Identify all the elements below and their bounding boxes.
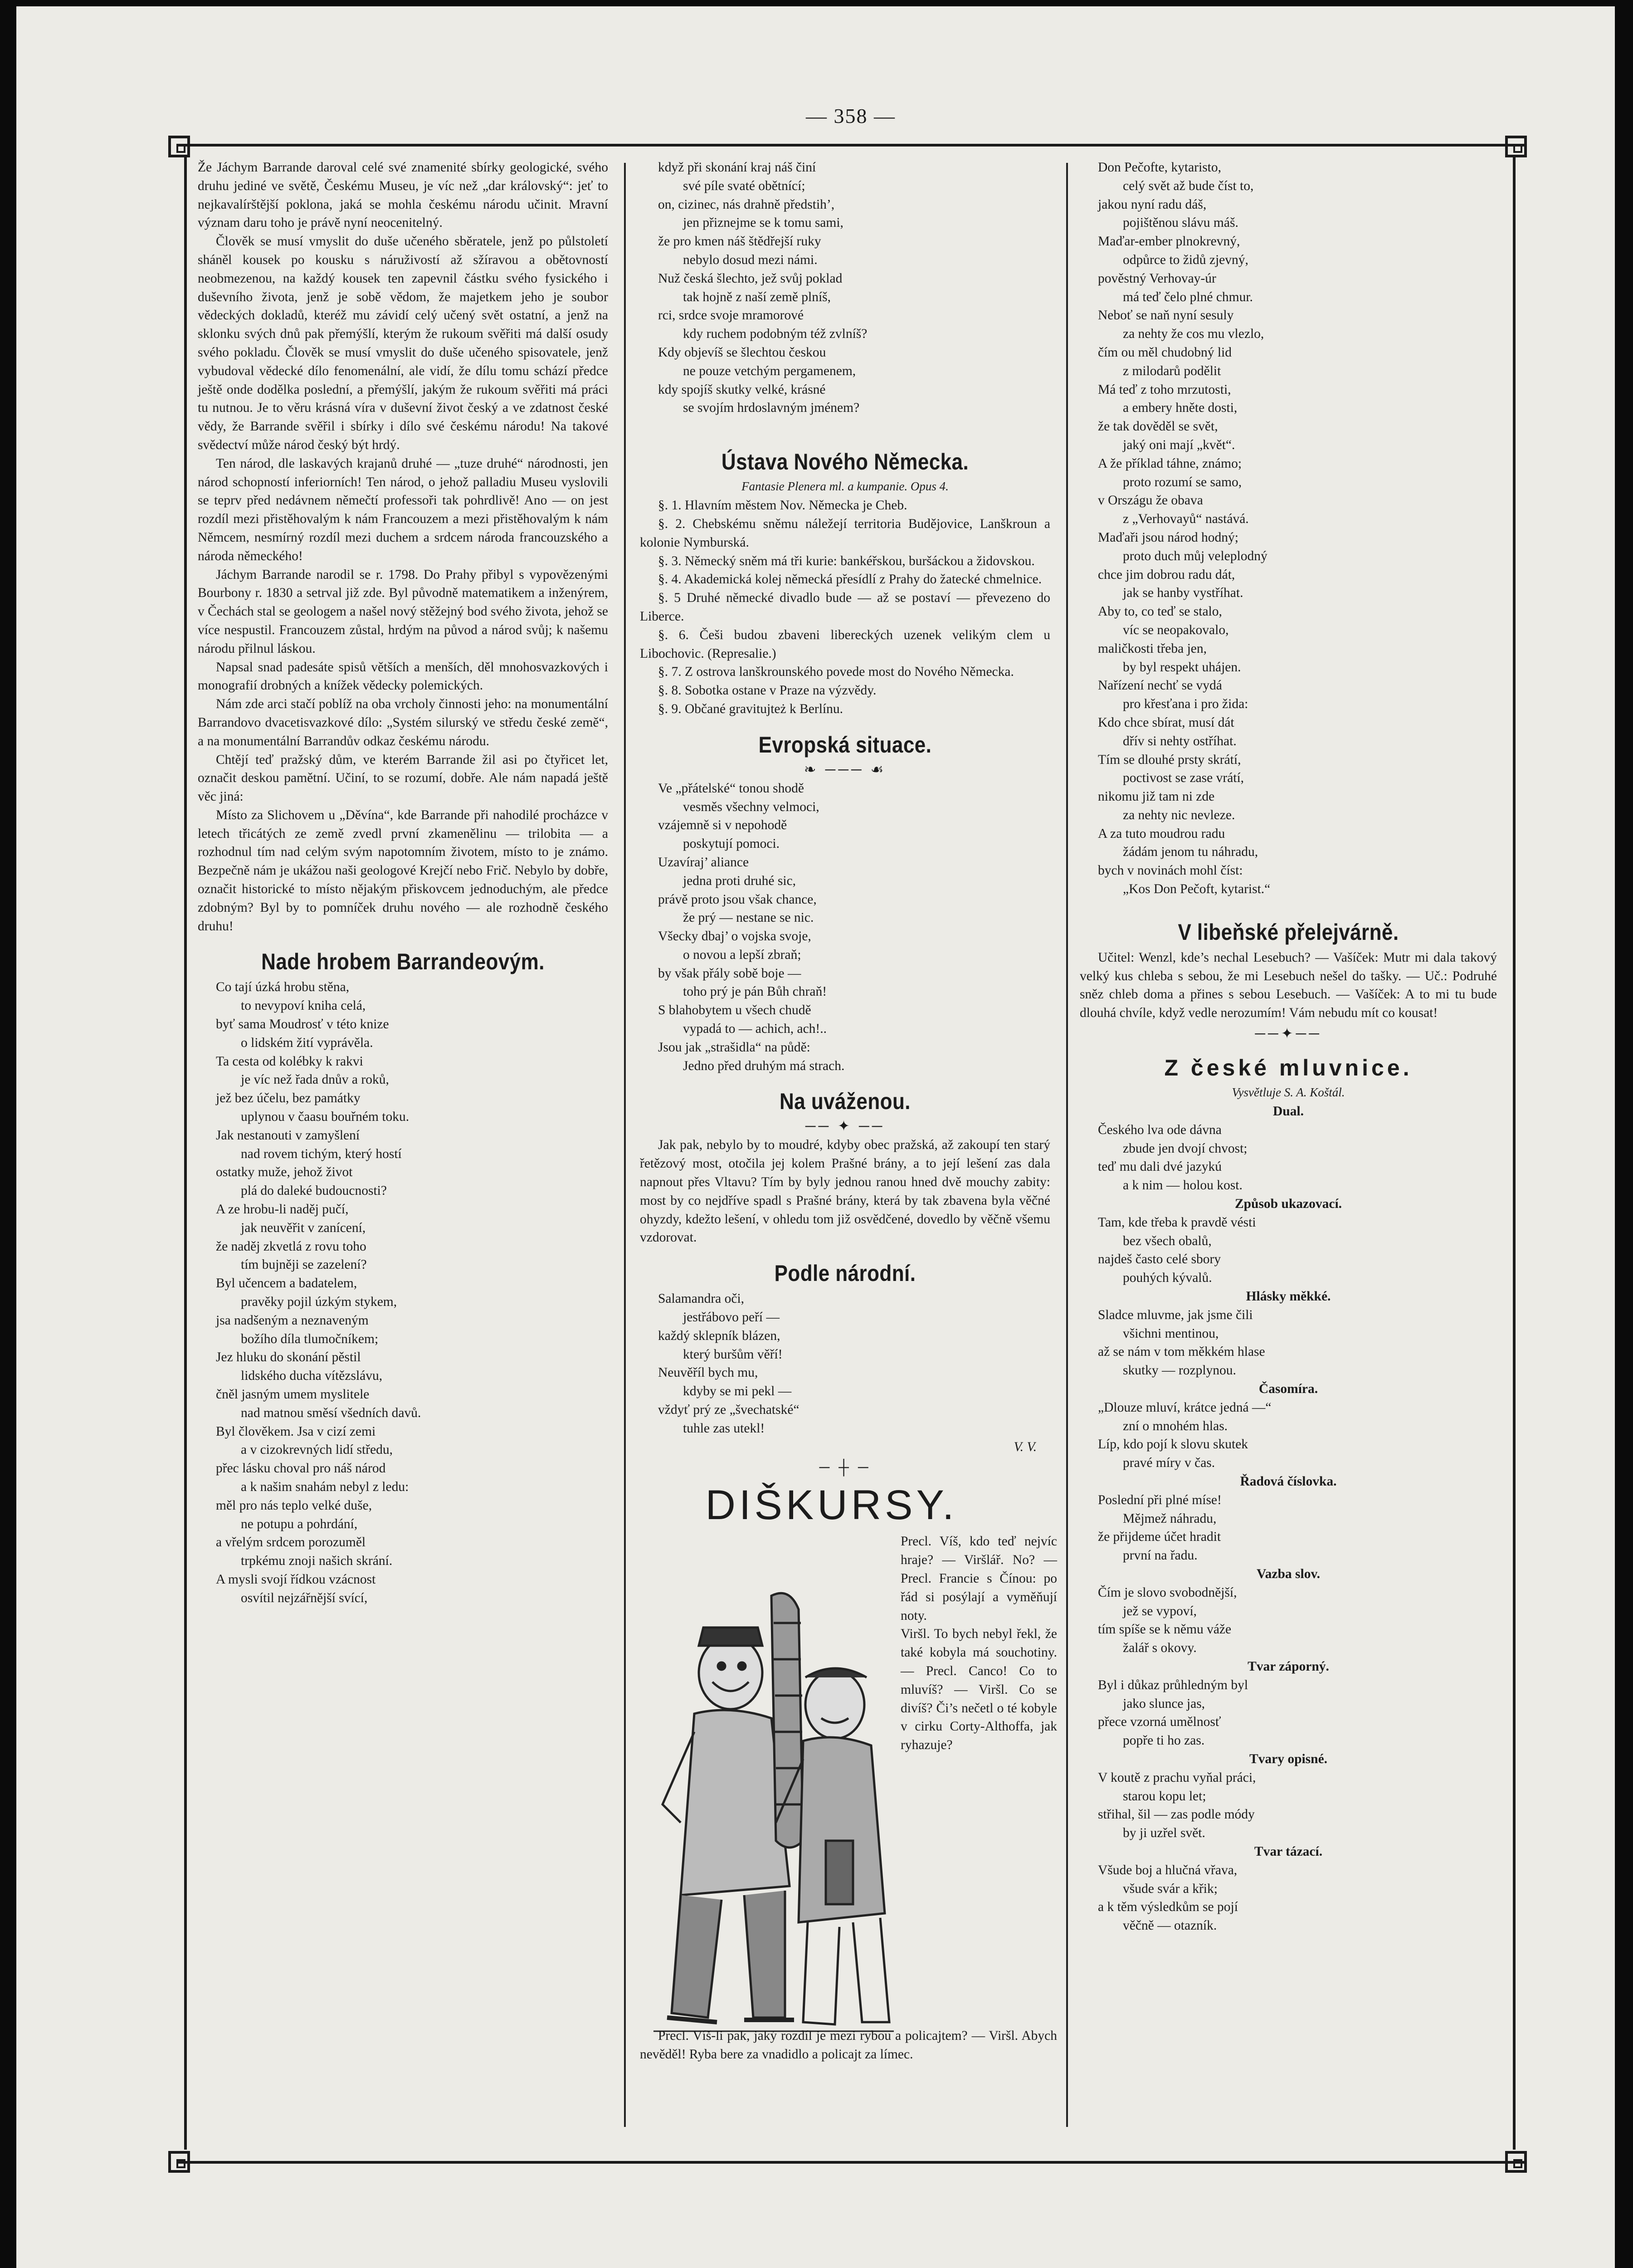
verse-line: jako slunce jas, [1123,1696,1205,1711]
verse-line: proto rozumí se samo, [1123,474,1242,489]
verse-line: dřív si nehty ostříhat. [1123,733,1237,748]
verse-line: jakou nyní radu dáš, [1098,197,1207,212]
verse-line: Nuž česká šlechto, jež svůj poklad [658,271,843,286]
article-title-mluvnice: Z české mluvnice. [1164,1055,1413,1081]
verse-line: tím spíše se k němu váže [1098,1622,1232,1637]
verse-line: vypadá to — achich, ach!.. [683,1022,827,1036]
poem-nade-hrobem [198,978,608,1607]
verse-line: A za tuto moudrou radu [1098,826,1225,841]
verse-line: vzájemně si v nepohodě [658,818,787,833]
article-subtitle-ustava: Fantasie Plenera ml. a kumpanie. Opus 4. [741,479,949,494]
article-title-libenske: V libeňské přelejvárně. [1178,919,1399,945]
barrande-paragraph: Jáchym Barrande narodil se r. 1798. Do Prahy přibyl s vypovězenými Bourbony r. 1830 a setrval již zde. Byl původně matematikem a inženýrem, v Čechách stal se geologem a našel nový stěžejný bod svého života, jehož se více nespustil. Francouzem zůstal, hrdým na původ a národ svůj; k našemu národu přilnul láskou. [198,567,608,656]
verse-line: a v cizokrevných lidí středu, [241,1442,393,1457]
column-divider [624,163,626,2127]
barrande-paragraph: Napsal snad padesáte spisů větších a menších, děl mnohosvazkových i monografií drobných a knížek vědecky polemických. [198,660,608,693]
verse-line: Jez hluku do skonání pěstil [216,1350,361,1365]
cartoon-illustration-icon [653,1569,894,2040]
verse-line: Ta cesta od kolébky k rakvi [216,1054,363,1069]
verse-line: žalář s okovy. [1123,1641,1197,1656]
poem-signature-row [640,1438,1050,1457]
barrande-paragraph: Ten národ, dle laskavých krajanů druhé — „tuze druhé“ národnosti, jen národ schopností inferiorních! Ten národ, o jehož palladiu Museu vyslovili se teprv před nedávnem němečtí professoři tak pohrdlivě! Ano — on jest rozdíl mezi přistěhovalým k nám Francouzem a mezi přistěhovalým k nám Němcem, nesmírný rozdíl mezi duchem a srdcem národa francouzského a národa německého! [198,456,608,563]
mluvnice-section-head: Způsob ukazovací. [1234,1197,1342,1212]
mluvnice-section-verse [1080,1398,1497,1472]
verse-line: Ve „přátelské“ tonou shodě [658,781,804,796]
verse-line: vždyť prý ze „švechatské“ [658,1403,799,1418]
verse-line: V koutě z prachu vyňal práci, [1098,1770,1256,1785]
verse-line: nad matnou směsí všedních davů. [241,1405,421,1420]
verse-line: bez všech obalů, [1123,1233,1212,1248]
ornament-divider-icon: ─ ┼ ─ [819,1459,871,1476]
verse-line: A ze hrobu-li naděj pučí, [216,1202,349,1217]
verse-line: proto duch můj veleplodný [1123,548,1267,563]
verse-line: skutky — rozplynou. [1123,1363,1236,1378]
verse-line: přec lásku choval pro náš národ [216,1461,386,1476]
verse-line: rci, srdce svoje mramorové [658,308,804,323]
diskursy-bottom-text: Precl. Víš-li pak, jaký rozdíl je mezi rybou a policajtem? — Viršl. Abych nevěděl! Ryba bere za vnadidlo a policajt za límec. [640,2028,1057,2062]
verse-line: jež se vypoví, [1123,1603,1197,1618]
ustava-paragraph: §. 7. Z ostrova lanškrounského povede most do Nového Německa. [658,665,1014,679]
verse-line: má teď čelo plné chmur. [1123,289,1253,304]
verse-line: by byl respekt uhájen. [1123,660,1241,675]
verse-line: za nehty že cos mu vlezlo, [1123,327,1264,342]
verse-line: Maďaři jsou národ hodný; [1098,530,1238,545]
frame-top-border [177,144,1524,147]
verse-line: vesměs všechny velmoci, [683,799,819,814]
verse-line: až se nám v tom měkkém hlase [1098,1344,1265,1359]
poem-podle-narodni [640,1290,1050,1437]
verse-line: zní o mnohém hlas. [1123,1418,1228,1433]
verse-line: tak hojně z naší země plníš, [683,289,831,304]
frame-right-border [1513,156,1516,2150]
verse-line: čím ou měl chudobný lid [1098,345,1232,360]
libenske-paragraph: Učitel: Wenzl, kde’s nechal Lesebuch? — Vašíček: Mutr mi dala takový velký kus chleba s sebou, že mi Lesebuch nešel do tašky. — Uč.: Podruhé sněz chleb doma a přines s sebou Lesebuch. — Vašíček: A to mi tu bude dlouhá chvíle, když vedle nerozumím! Vám nebudu mít co kousat! [1080,950,1497,1021]
mluvnice-section-head: Tvary opisné. [1249,1751,1328,1766]
verse-line: lidského ducha vítězslávu, [241,1369,383,1383]
mluvnice-section-verse [1080,1769,1497,1843]
verse-line: popře ti ho zas. [1123,1733,1205,1748]
verse-line: víc se neopakovalo, [1123,622,1229,637]
verse-line: přece vzorná umělnosť [1098,1715,1221,1730]
mluvnice-section-verse [1080,1306,1497,1380]
column-middle [640,158,1057,2072]
verse-line: jak neuvěřit v zanícení, [241,1220,366,1235]
verse-line: první na řadu. [1123,1548,1198,1563]
verse-line: celý svět až bude číst to, [1123,178,1254,193]
mluvnice-section-verse [1080,1676,1497,1750]
verse-line: odpůrce to židů zjevný, [1123,252,1248,267]
verse-line: jež bez účelu, bez památky [216,1091,361,1106]
verse-line: Čím je slovo svobodnější, [1098,1585,1237,1600]
verse-line: pravé míry v čas. [1123,1456,1215,1471]
verse-line: z „Verhovayů“ nastává. [1123,512,1249,527]
verse-line: se svojím hrdoslavným jménem? [683,401,860,415]
poem-continuation [640,158,1050,417]
verse-line: pojištěnou slávu máš. [1123,215,1238,230]
ustava-paragraph: §. 2. Chebskému sněmu náležejí territoria Budějovice, Lanškroun a kolonie Nymburská. [640,516,1050,550]
verse-line: všichni mentinou, [1123,1326,1219,1341]
ornament-divider-icon: ── ✦ ── [805,1118,885,1134]
ustava-paragraph: §. 1. Hlavním městem Nov. Německa je Cheb. [658,498,907,513]
corner-ornament-icon [1505,2151,1527,2173]
diskursy-dialogue [901,1532,1057,1755]
verse-line: Jedno před druhým má strach. [683,1058,845,1073]
verse-line: každý sklepník blázen, [658,1328,780,1343]
verse-line: plá do daleké budoucnosti? [241,1183,387,1198]
verse-line: teď mu dali dvé jazykú [1098,1159,1222,1174]
ustava-paragraph: §. 9. Občané gravitujteż k Berlínu. [658,701,843,716]
diskursy-bottom [640,2027,1057,2064]
verse-line: Byl člověkem. Jsa v cizí zemi [216,1424,376,1439]
verse-line: kdy spojíš skutky velké, krásné [658,382,826,397]
verse-line: právě proto jsou však chance, [658,892,817,907]
verse-line: ostatky muže, jehož život [216,1165,353,1180]
verse-line: nad rovem tichým, který hostí [241,1146,402,1161]
verse-line: Salamandra oči, [658,1291,745,1306]
column-left [198,158,608,1608]
verse-line: v Országu že obava [1098,493,1203,508]
verse-line: Neboť se naň nyní sesuly [1098,308,1234,323]
verse-line: Všecky dbaj’ o vojska svoje, [658,929,811,944]
verse-line: který buršům věří! [683,1347,783,1362]
verse-line: kdy ruchem podobným též zvlníš? [683,327,868,342]
poem-evropska [640,779,1050,1075]
frame-bottom-border [177,2161,1524,2164]
verse-line: Byl i důkaz průhledným byl [1098,1677,1248,1692]
mluvnice-section-head: Řadová číslovka. [1240,1474,1337,1489]
verse-line: za nehty nic nevleze. [1123,807,1235,822]
verse-line: nebylo dosud mezi námi. [683,252,818,267]
verse-line: že naděj zkvetlá z rovu toho [216,1239,366,1254]
verse-line: a embery hněte dosti, [1123,401,1238,415]
verse-line: kdyby se mi pekl — [683,1384,792,1399]
verse-line: Byl učencem a badatelem, [216,1276,357,1291]
verse-line: toho prý je pán Bůh chraň! [683,984,827,999]
mluvnice-section-head: Dual. [1272,1104,1304,1119]
verse-line: tuhle zas utekl! [683,1421,765,1436]
ornament-divider-icon: ──✦── [1255,1025,1322,1042]
barrande-paragraph: Člověk se musí vmyslit do duše učeného sběratele, jenž po půlstoletí sháněl kousek po kousku s náruživostí až sžíravou a obětovností neobmezenou, na každý kousek ten zapevnil částku svého fysického i duševního života, jenž je sobě vědom, že majetkem jeho je soubor vědeckých dokladů, kteréž mu závidí celý učený svět ostatní, a jenž na sklonku svých dnů pak přemýšlí, kterým že rukoum svěřiti má další osudy svého pokladu. Člověk se musí vmyslit do duše učeného spisovatele, jenž vybudoval vědecké dílo fenomenální, ale vidí, že dílu tomu schází předce ještě onde dodělka poslední, a přemýšlí, jakým že rukoum svěřiti má práci tu nutnou. Je to věru krásná víra v duševní život český a ve zdatnost české vědy, že Barrande svěřil i sbírky i dílo své českému národu! Na takové svědectví může národ český být hrdý. [198,234,608,452]
verse-line: o lidském žití vyprávěla. [241,1035,373,1050]
mluvnice-section-verse [1080,1213,1497,1287]
verse-line: že tak dověděl se svět, [1098,419,1218,434]
uvazenou-paragraph: Jak pak, nebylo by to moudré, kdyby obec pražská, až zakoupí ten starý řetězový most, otočila jej kolem Prašné brány, a to její lešení zas dala napnout přes Vltavu? Tím by byly jednou ranou hned dvě mouchy zabity: most by co nejdříve spadl s Prašné brány, která by tak zbavena byla věčné ohyzdy, kdežto lešení, v ohledu tom již osvědčené, dovedlo by věčně všemu vzdorovat. [640,1138,1050,1245]
verse-line: Kdo chce sbírat, musí dát [1098,715,1234,730]
verse-line: chce jim dobrou radu dát, [1098,567,1235,582]
ustava-paragraphs [640,496,1050,719]
corner-ornament-icon [168,2151,190,2173]
verse-line: pověstný Verhovay-úr [1098,271,1216,286]
ustava-paragraph: §. 5 Druhé německé divadlo bude — až se postaví — převezeno do Liberce. [640,591,1050,624]
verse-line: a k našim snahám nebyl z ledu: [241,1479,409,1494]
verse-line: Mějmež náhradu, [1123,1511,1217,1526]
ustava-paragraph: §. 8. Sobotka ostane v Praze na výzvědy. [658,683,877,698]
verse-line: z milodarů podělit [1123,363,1221,378]
verse-line: Má teď z toho mrzutosti, [1098,382,1231,397]
mluvnice-section-head: Tvar tázací. [1254,1844,1323,1859]
verse-line: střihal, šil — zas podle módy [1098,1807,1255,1822]
barrande-paragraph: Místo za Slichovem u „Děvína“, kde Barrande při nahodilé procházce v letech třicátých ze země zvedl první zkamenělinu — trilobita — a rozhodnul tím nad celým svým napotomním životem, místo to je známo. Bezpečně nám je ukážou naši geologové Krejčí nebo Frič. Nebylo by dobře, označit historické to místo nějakým přiskovcem jednoduchým, ale předce zdobným? Byl by to pomníček druhu nového — ale rozhodně českého druhu! [198,807,608,934]
newspaper-page [16,6,1615,2268]
diskursy-block [640,1532,1057,2072]
verse-line: Neuvěříl bych mu, [658,1365,758,1380]
article-title-evropska: Evropská situace. [758,732,932,758]
verse-line: žádám jenom tu náhradu, [1123,845,1258,860]
verse-line: že přijdeme účet hradit [1098,1530,1221,1545]
frame-left-border [184,156,187,2150]
verse-line: starou kopu let; [1123,1789,1206,1804]
verse-line: maličkosti třeba jen, [1098,641,1207,656]
verse-line: všude svár a křik; [1123,1881,1218,1896]
page-number: — 358 — [806,104,896,127]
corner-ornament-icon [168,136,190,157]
verse-line: Líp, kdo pojí k slovu skutek [1098,1437,1248,1452]
verse-line: Tam, kde třeba k pravdě vésti [1098,1215,1256,1230]
verse-line: že prý — nestane se nic. [683,910,814,925]
article-title-diskursy: DIŠKURSY. [705,1482,958,1529]
ustava-paragraph: §. 6. Češi budou zbaveni libereckých uzenek velikým clem u Libochovic. (Represalie.) [640,627,1050,661]
verse-line: a k těm výsledkům se pojí [1098,1900,1238,1915]
verse-line: pravěky pojil úzkým stykem, [241,1295,397,1310]
verse-line: věčně — otazník. [1123,1918,1217,1933]
verse-line: A že příklad táhne, známo; [1098,456,1242,471]
verse-line: Poslední při plné míse! [1098,1492,1222,1507]
verse-line: Co tají úzká hrobu stěna, [216,980,350,995]
poem-signature: V. V. [1014,1439,1037,1454]
verse-line: pouhých kývalů. [1123,1271,1212,1286]
mluvnice-section-verse [1080,1491,1497,1565]
verse-line: jsa nadšeným a neznaveným [216,1313,369,1328]
verse-line: Jsou jak „strašidla“ na půdě: [658,1040,810,1055]
verse-line: své píle svaté obětnící; [683,178,805,193]
article-subtitle-mluvnice: Vysvětluje S. A. Koštál. [1232,1085,1345,1100]
verse-line: „Kos Don Pečoft, kytarist.“ [1123,882,1271,897]
verse-line: ne pouze vetchým pergamenem, [683,363,856,378]
verse-line: jedna proti druhé sic, [683,873,796,888]
verse-line: Všude boj a hlučná vřava, [1098,1862,1238,1877]
verse-line: pro křesťana i pro žida: [1123,697,1248,712]
barrande-paragraph: Že Jáchym Barrande daroval celé své znamenité sbírky geologické, svého druhu jediné ve světě, Českému Museu, je víc než „dar královský“: jeť to nejkavalírštější poklona, jaká se mohla českému národu učinit. Mravní význam daru toho je právě nyní neocenitelný. [198,160,608,230]
barrande-paragraph: Chtějí teď pražský dům, ve kterém Barrande žil asi po čtyřicet let, označit deskou pamětní. Učiní, to se rozumí, dobře. Ale nám napadá ještě věc jiná: [198,752,608,804]
verse-line: Českého lva ode dávna [1098,1122,1222,1137]
poem-don-pecoft [1080,158,1497,899]
verse-line: tím bujněji se zazelení? [241,1257,367,1272]
verse-line: že pro kmen náš štědřejší ruky [658,234,821,249]
corner-ornament-icon [1505,136,1527,157]
verse-line: Don Pečofte, kytaristo, [1098,160,1221,175]
verse-line: jaký oni mají „květ“. [1123,437,1235,452]
verse-line: a k nim — holou kost. [1123,1178,1243,1193]
mluvnice-section-head: Hlásky měkké. [1246,1289,1331,1304]
verse-line: byť sama Moudrosť v této knize [216,1017,389,1032]
verse-line: by ji uzřel svět. [1123,1826,1205,1841]
verse-line: zbude jen dvojí chvost; [1123,1141,1248,1156]
verse-line: najdeš často celé sbory [1098,1252,1221,1267]
column-right [1080,158,1497,1935]
mluvnice-section-verse [1080,1861,1497,1935]
verse-line: ne potupu a pohrdání, [241,1516,358,1531]
verse-line: on, cizinec, nás drahně předstih’, [658,197,835,212]
verse-line: a vřelým srdcem porozuměl [216,1535,366,1550]
verse-line: S blahobytem u všech chudě [658,1003,811,1018]
mluvnice-sections [1080,1102,1497,1935]
verse-line: Kdy objevíš se šlechtou českou [658,345,826,360]
barrande-paragraph: Nám zde arci stačí poblíž na oba vrcholy činnosti jeho: na monumentální Barrandovo dvacetisvazkové dílo: „Systém silurský ve středu české země“, a na monumentální Barrandův odkaz českému národu. [198,697,608,748]
verse-line: Jak nestanouti v zamyšlení [216,1128,360,1143]
article-title-nade-hrobem: Nade hrobem Barrandeovým. [261,949,545,975]
verse-line: jen přiznejme se k tomu sami, [683,215,843,230]
verse-line: osvítil nejzářnější svící, [241,1590,368,1605]
verse-line: Sladce mluvme, jak jsme čili [1098,1307,1253,1322]
verse-line: Nařízení nechť se vydá [1098,678,1222,693]
verse-line: čněl jasným umem myslitele [216,1387,370,1402]
verse-line: měl pro nás teplo velké duše, [216,1498,372,1513]
verse-line: to nevypoví kniha celá, [241,998,366,1013]
diskursy-dialogue-text: Precl. Víš, kdo teď nejvíc hraje? — Viršlář. No? — Precl. Francie s Čínou: po řád si posýlají a vyměňují noty. Viršl. To bych nebyl řekl, že také kobyla má souchotiny. — Precl. Canco! Co to mluvíš? — Viršl. Co se divíš? Či’s nečetl o té kobyle v cirku Corty-Althoffa, jak ryhazuje? [901,1534,1057,1753]
verse-line: by však přály sobě boje — [658,966,801,981]
verse-line: když při skonání kraj náš činí [658,160,816,175]
verse-line: božího díla tlumočníkem; [241,1331,379,1346]
mluvnice-section-head: Tvar záporný. [1248,1659,1329,1674]
article-title-podle-narodni: Podle národní. [774,1261,916,1286]
verse-line: „Dlouze mluví, krátce jedná —“ [1098,1400,1272,1415]
verse-line: jestřábovo peří — [683,1310,780,1325]
mluvnice-section-head: Vazba slov. [1257,1566,1320,1581]
ustava-paragraph: §. 4. Akademická kolej německá přesídlí z Prahy do žatecké chmelnice. [658,572,1042,587]
mluvnice-section-head: Časomíra. [1258,1382,1318,1397]
verse-line: Tím se dlouhé prsty skrátí, [1098,752,1241,767]
article-title-ustava: Ústava Nového Německa. [721,449,969,475]
mluvnice-section-verse [1080,1584,1497,1657]
article-title-uvazenou: Na uváženou. [780,1089,911,1114]
verse-line: A mysli svojí řídkou vzácnost [216,1572,376,1587]
verse-line: Maďar-ember plnokrevný, [1098,234,1240,249]
verse-line: Aby to, co teď se stalo, [1098,604,1222,619]
ornament-divider-icon: ❧ ─── ☙ [804,761,887,777]
ustava-paragraph: §. 3. Německý sněm má tři kurie: bankéřskou, buršáckou a židovskou. [658,553,1035,568]
verse-line: je víc než řada dnův a roků, [241,1072,389,1087]
verse-line: trpkému znoji našich skrání. [241,1554,393,1569]
verse-line: o novou a lepší zbraň; [683,947,801,962]
verse-line: bych v novinách mohl číst: [1098,863,1243,878]
verse-line: poskytují pomoci. [683,836,780,851]
column-divider [1066,163,1068,2127]
verse-line: nikomu již tam ni zde [1098,789,1215,804]
verse-line: Uzavíraj’ aliance [658,855,749,870]
verse-line: jak se hanby vystříhat. [1123,586,1243,601]
mluvnice-section-verse [1080,1121,1497,1195]
verse-line: poctivost se zase vrátí, [1123,771,1244,786]
verse-line: uplynou v čaasu bouřném toku. [241,1110,409,1124]
